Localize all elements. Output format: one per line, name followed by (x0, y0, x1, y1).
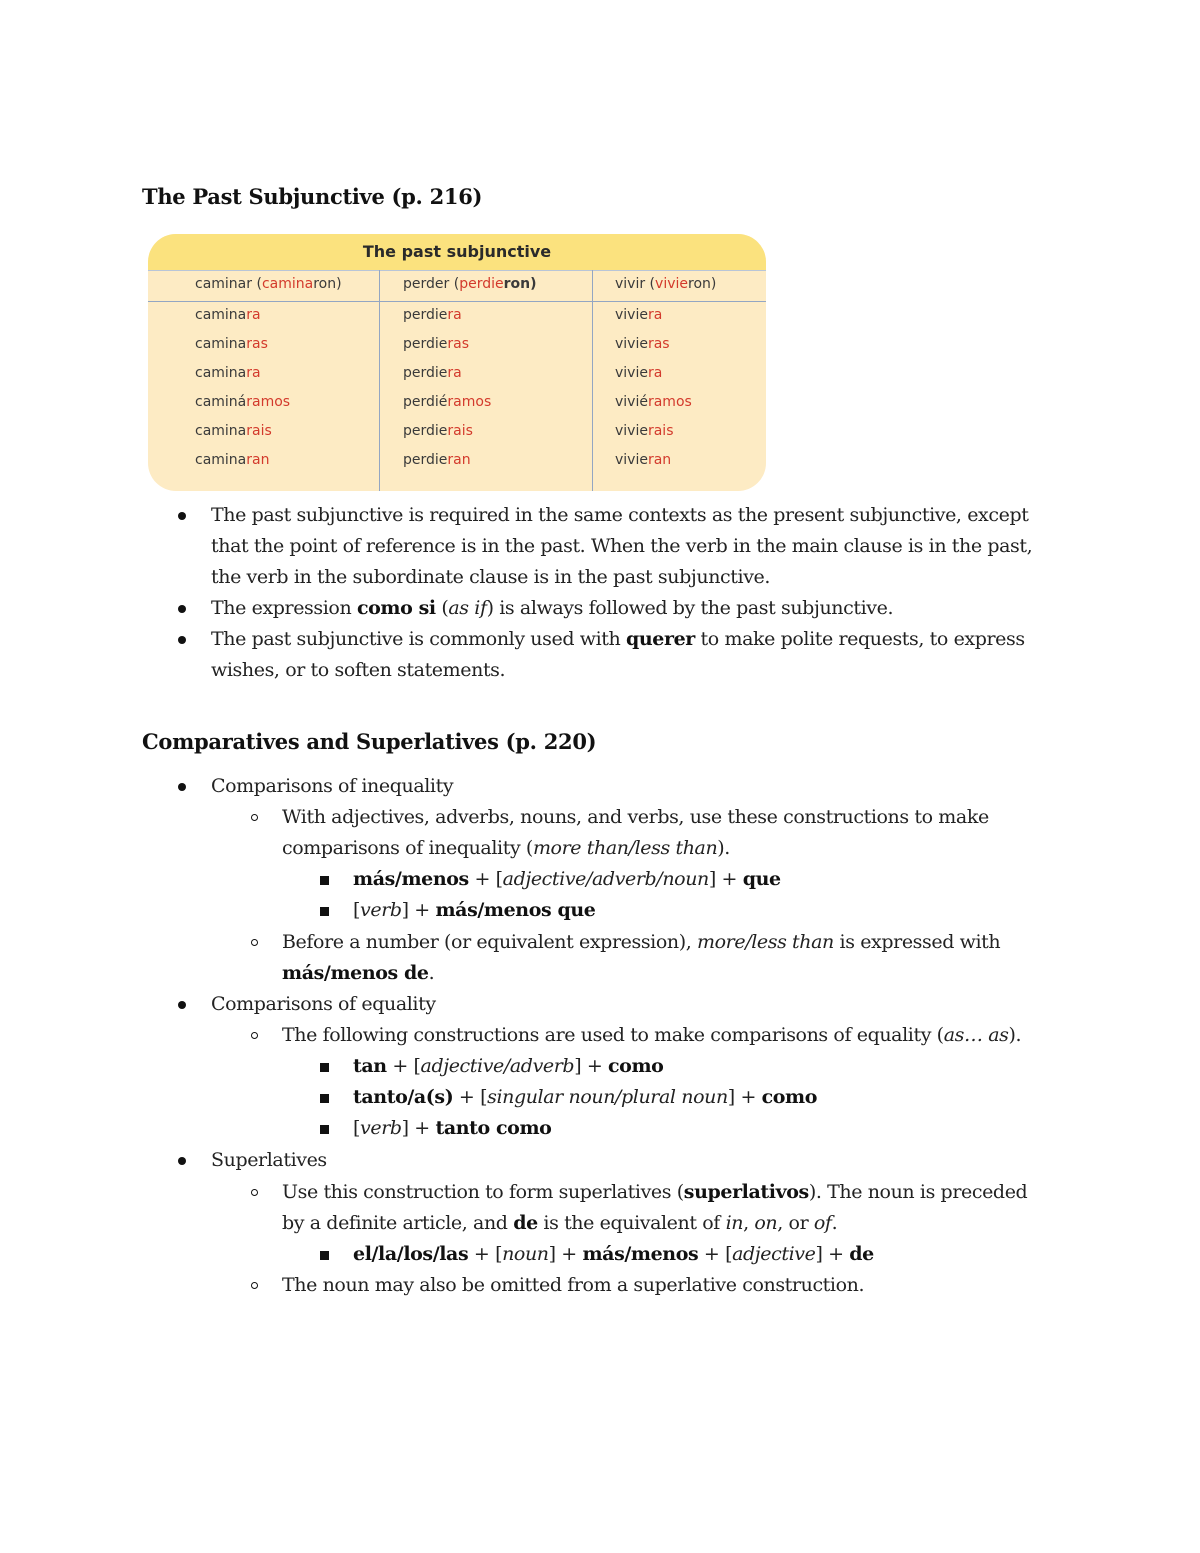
column-header-vivir: vivir (vivieron) (615, 276, 717, 292)
formula-text: tan + [adjective/adverb] + como (353, 1055, 664, 1077)
conjugation-cell: viviera (615, 365, 663, 381)
column-header-caminar: caminar (caminaron) (195, 276, 342, 292)
conjugation-cell: caminara (195, 365, 261, 381)
conjugation-cell: vivierais (615, 423, 674, 439)
bullet-text-querer: The past subjunctive is commonly used with querer to make polite requests, to express (211, 628, 1025, 650)
bullet-text: that the point of reference is in the past. When the verb in the main clause is in the past, (211, 535, 1033, 557)
sub-item-text: The following constructions are used to make comparisons of equality (as… as). (282, 1024, 1022, 1046)
section-heading-past-subjunctive: The Past Subjunctive (p. 216) (142, 184, 483, 209)
section-heading-comparatives: Comparatives and Superlatives (p. 220) (142, 729, 597, 754)
conjugation-cell: caminarais (195, 423, 272, 439)
conjugation-cell: caminara (195, 307, 261, 323)
bullet-icon (178, 636, 186, 644)
bullet-text: The past subjunctive is required in the same contexts as the present subjunctive, except (211, 504, 1029, 526)
conjugation-cell: perdiera (403, 307, 462, 323)
conjugation-cell: viviéramos (615, 394, 692, 410)
circle-bullet-icon (251, 1282, 258, 1289)
square-bullet-icon (320, 1125, 329, 1134)
table-divider (592, 270, 593, 491)
bullet-icon (178, 783, 186, 791)
square-bullet-icon (320, 876, 329, 885)
formula-text: el/la/los/las + [noun] + más/menos + [adjective] + de (353, 1243, 874, 1265)
square-bullet-icon (320, 1251, 329, 1260)
conjugation-cell: viviera (615, 307, 663, 323)
circle-bullet-icon (251, 814, 258, 821)
sub-item-text: The noun may also be omitted from a superlative construction. (282, 1274, 865, 1296)
conjugation-cell: perdiéramos (403, 394, 492, 410)
bullet-icon (178, 605, 186, 613)
conjugation-cell: caminaran (195, 452, 270, 468)
table-title: The past subjunctive (148, 234, 766, 270)
square-bullet-icon (320, 1063, 329, 1072)
bullet-text-como-si: The expression como si (as if) is always followed by the past subjunctive. (211, 597, 894, 619)
sub-item-text: With adjectives, adverbs, nouns, and verbs, use these constructions to make (282, 806, 989, 828)
list-item-inequality: Comparisons of inequality (211, 775, 454, 797)
conjugation-cell: vivieran (615, 452, 672, 468)
sub-item-text: by a definite article, and de is the equivalent of in, on, or of. (282, 1212, 838, 1234)
square-bullet-icon (320, 907, 329, 916)
circle-bullet-icon (251, 1032, 258, 1039)
bullet-icon (178, 512, 186, 520)
bullet-icon (178, 1001, 186, 1009)
conjugation-cell: camináramos (195, 394, 291, 410)
sub-item-text: Before a number (or equivalent expression), more/less than is expressed with (282, 931, 1001, 953)
list-item-equality: Comparisons of equality (211, 993, 436, 1015)
formula-text: [verb] + más/menos que (353, 899, 596, 921)
formula-text: más/menos + [adjective/adverb/noun] + que (353, 868, 781, 890)
sub-item-text: comparisons of inequality (more than/less than). (282, 837, 730, 859)
past-subjunctive-table (148, 234, 766, 491)
conjugation-cell: perdiera (403, 365, 462, 381)
circle-bullet-icon (251, 939, 258, 946)
list-item-superlatives: Superlatives (211, 1149, 327, 1171)
conjugation-cell: caminaras (195, 336, 268, 352)
bullet-text: the verb in the subordinate clause is in the past subjunctive. (211, 566, 771, 588)
conjugation-cell: perdieras (403, 336, 470, 352)
bullet-icon (178, 1157, 186, 1165)
conjugation-cell: perdieran (403, 452, 471, 468)
conjugation-cell: perdierais (403, 423, 473, 439)
sub-item-text: más/menos de. (282, 962, 435, 984)
bullet-text: wishes, or to soften statements. (211, 659, 506, 681)
formula-text: [verb] + tanto como (353, 1117, 552, 1139)
conjugation-cell: vivieras (615, 336, 670, 352)
column-header-perder: perder (perdieron) (403, 276, 537, 292)
table-divider (379, 270, 380, 491)
square-bullet-icon (320, 1094, 329, 1103)
circle-bullet-icon (251, 1189, 258, 1196)
formula-text: tanto/a(s) + [singular noun/plural noun] + como (353, 1086, 818, 1108)
sub-item-text: Use this construction to form superlatives (superlativos). The noun is preceded (282, 1181, 1028, 1203)
